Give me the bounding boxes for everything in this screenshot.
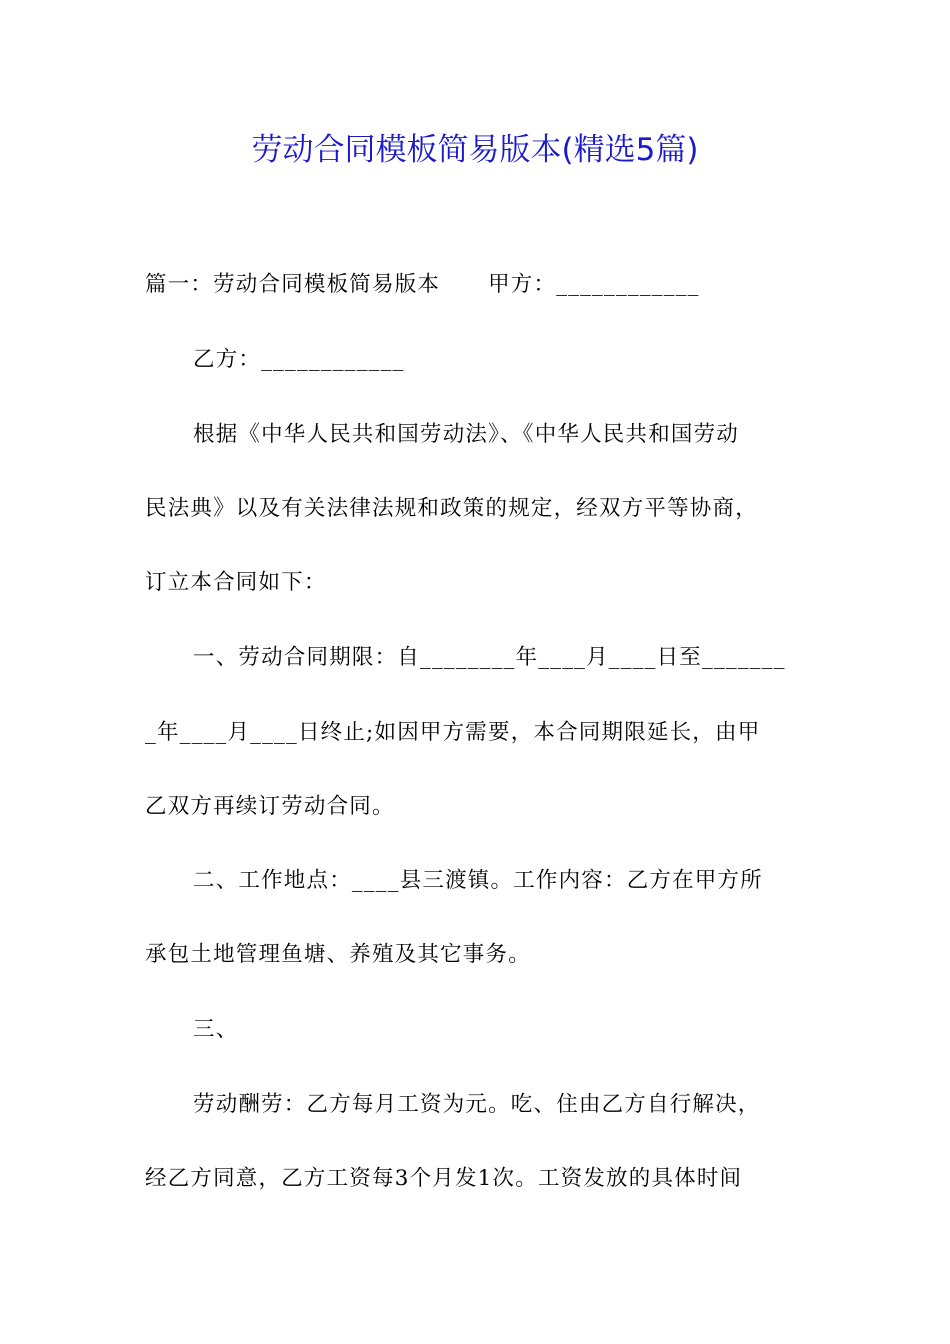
clause-3-line: 经乙方同意，乙方工资每3个月发1次。工资发放的具体时间: [145, 1166, 743, 1191]
paragraph-line: 订立本合同如下：: [145, 570, 327, 595]
clause-3-heading: 三、: [193, 1017, 239, 1042]
clause-1-line: _年____月____日终止;如因甲方需要，本合同期限延长，由甲: [145, 720, 761, 745]
paragraph-line: 根据《中华人民共和国劳动法》、《中华人民共和国劳动: [193, 422, 740, 447]
section-heading-line: [145, 270, 810, 300]
party-a-field: 甲方：____________: [488, 272, 700, 297]
section-heading: 篇一：劳动合同模板简易版本: [145, 272, 441, 297]
clause-1-line: 一、劳动合同期限：自________年____月____日至_______: [193, 645, 786, 670]
clause-1-line: 乙双方再续订劳动合同。: [145, 794, 395, 819]
paragraph-line: 民法典》以及有关法律法规和政策的规定，经双方平等协商，: [145, 496, 758, 521]
document-title: 劳动合同模板简易版本(精选5篇): [251, 132, 699, 168]
clause-2-line: 二、工作地点：____县三渡镇。工作内容：乙方在甲方所: [193, 868, 763, 893]
clause-2-line: 承包土地管理鱼塘、养殖及其它事务。: [145, 942, 531, 967]
clause-3-line: 劳动酬劳：乙方每月工资为元。吃、住由乙方自行解决，: [193, 1092, 761, 1117]
party-b-field: 乙方：____________: [193, 347, 405, 372]
